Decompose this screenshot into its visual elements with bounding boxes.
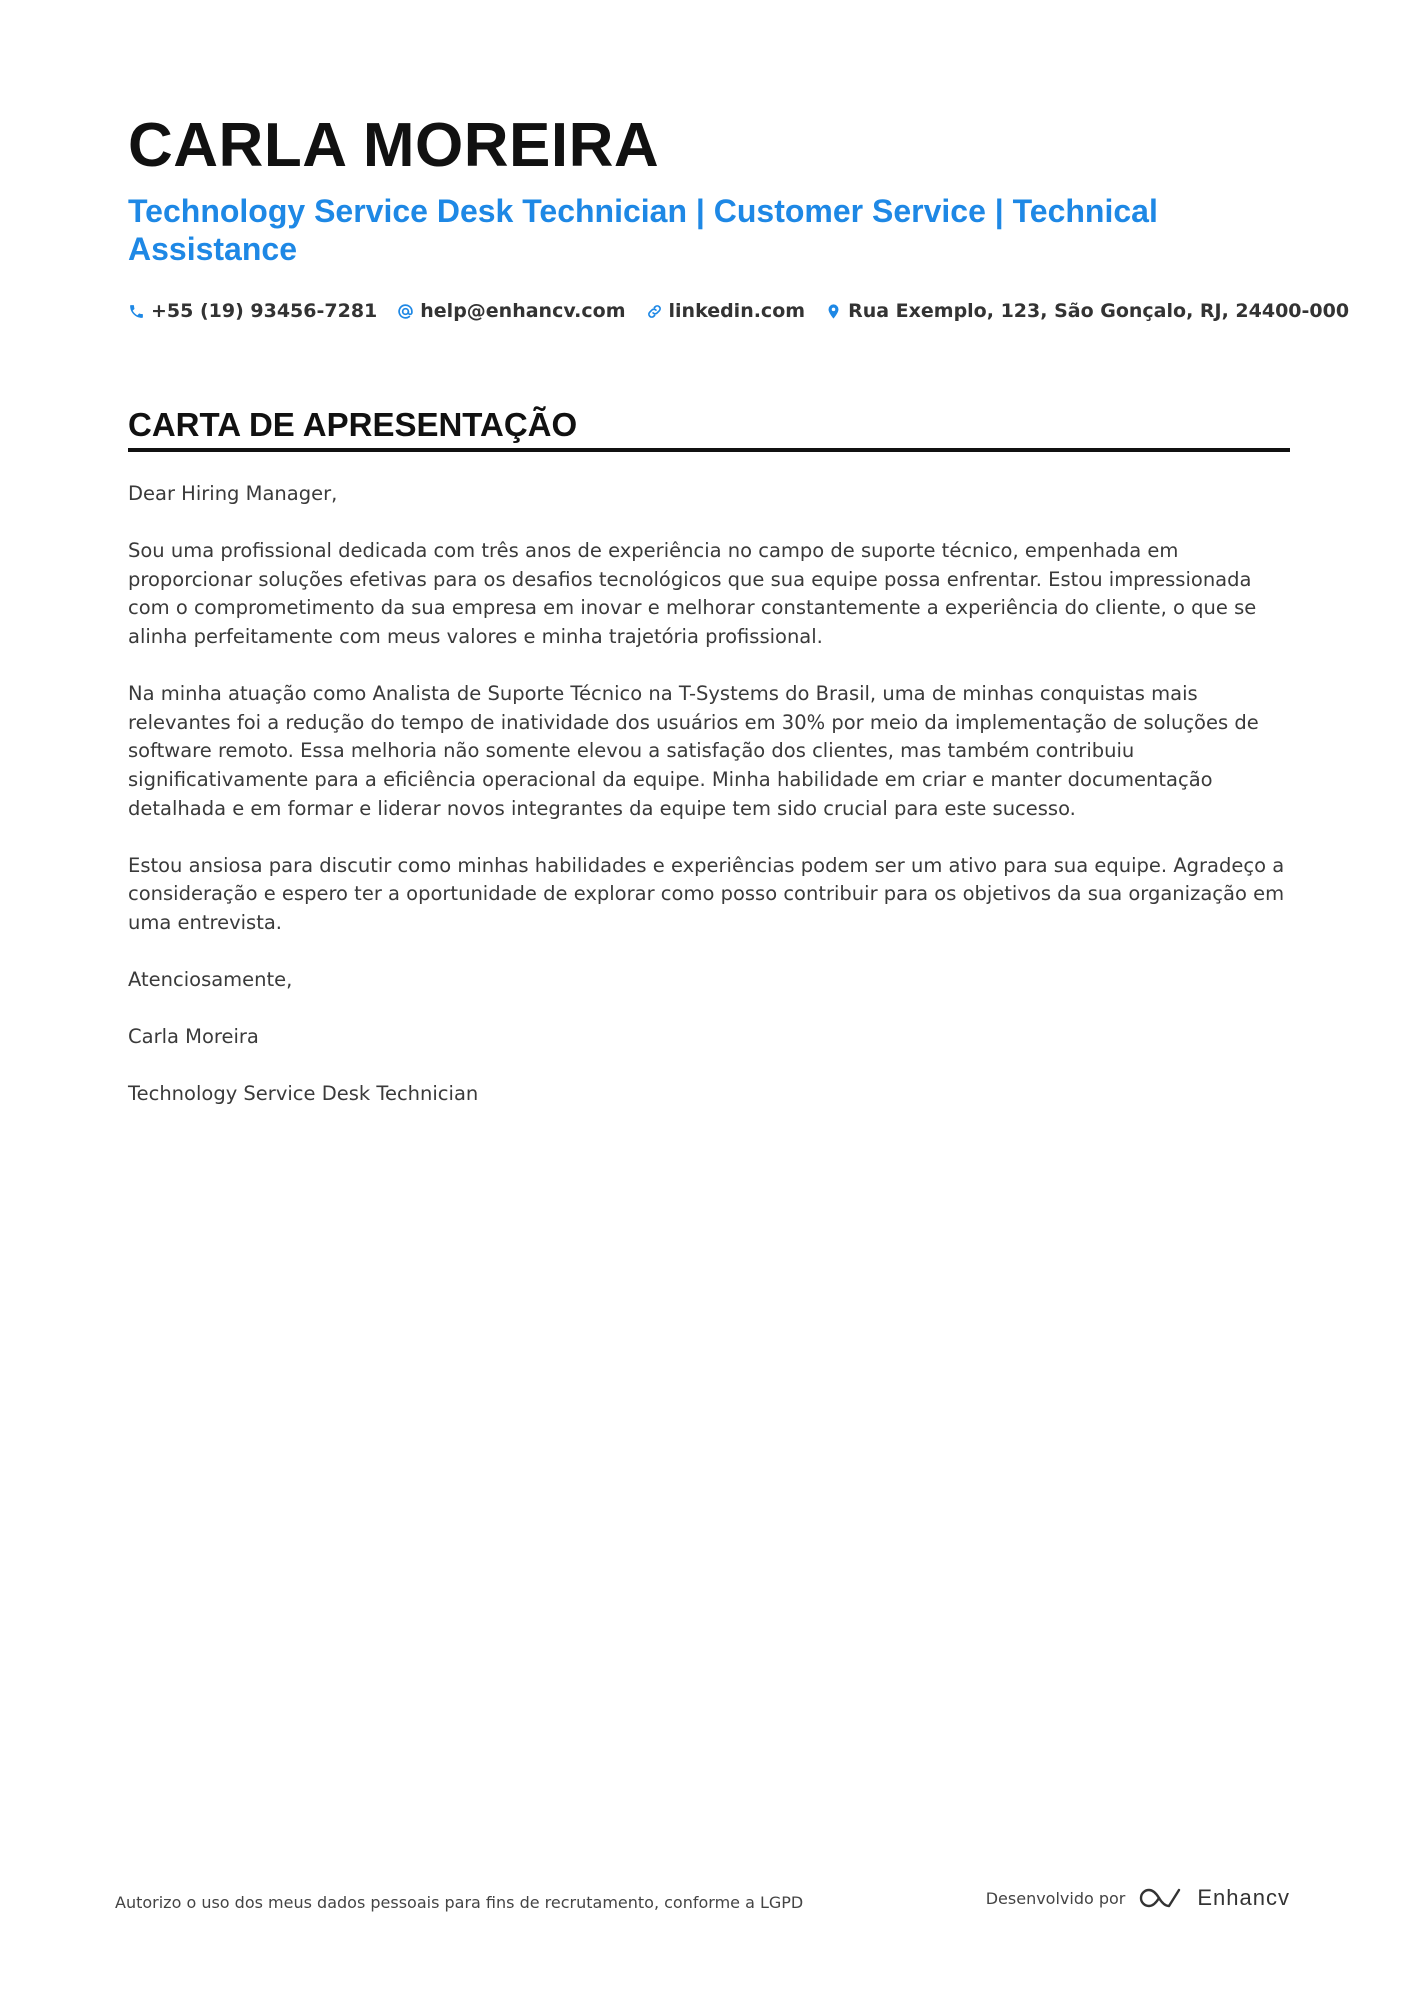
phone-text: +55 (19) 93456-7281 xyxy=(151,300,378,322)
at-icon xyxy=(397,303,414,320)
letter-closing: Atenciosamente, xyxy=(128,968,293,992)
contact-address xyxy=(825,300,1349,322)
candidate-name: CARLA MOREIRA xyxy=(128,111,660,180)
phone-icon xyxy=(128,303,145,320)
link-icon xyxy=(646,303,663,320)
letter-greeting: Dear Hiring Manager, xyxy=(128,482,338,505)
candidate-headline: Technology Service Desk Technician | Customer Service | Technical Assistance xyxy=(128,193,1158,267)
contact-linkedin[interactable] xyxy=(646,300,806,322)
contact-email[interactable] xyxy=(397,300,625,322)
letter-paragraph: Estou ansiosa para discutir como minhas habilidades e experiências podem ser um ativo para sua equipe. Agradeço a consideração e espero ter a oportunidade de explorar como posso contribuir para os objetivos da sua organização em uma entrevista. xyxy=(128,853,1285,934)
contact-bar xyxy=(128,300,1350,322)
cover-letter-section xyxy=(128,404,1290,1138)
section-title: CARTA DE APRESENTAÇÃO xyxy=(128,404,1290,452)
letter-paragraph: Sou uma profissional dedicada com três anos de experiência no campo de suporte técnico, empenhada em proporcionar soluções efetivas para os desafios tecnológicos que sua equipe possa enfrentar. Estou impressionada com o comprometimento da sua empresa em inovar e melhorar constantemente a experiência do cliente, o que se alinha perfeitamente com meus valores e minha trajetória profissional. xyxy=(128,539,1257,648)
brand-name[interactable]: Enhancv xyxy=(1197,1885,1290,1910)
signature-name: Carla Moreira xyxy=(128,1025,259,1049)
consent-notice: Autorizo o uso dos meus dados pessoais para fins de recrutamento, conforme a LGPD xyxy=(115,1893,804,1912)
linkedin-text[interactable]: linkedin.com xyxy=(668,300,806,322)
signature-title: Technology Service Desk Technician xyxy=(128,1082,479,1106)
address-text: Rua Exemplo, 123, São Gonçalo, RJ, 24400-000 xyxy=(848,300,1350,322)
powered-by xyxy=(986,1885,1290,1911)
brand[interactable] xyxy=(1137,1885,1290,1911)
letter-body xyxy=(128,480,1290,1109)
letter-paragraph: Na minha atuação como Analista de Suporte Técnico na T-Systems do Brasil, uma de minhas conquistas mais relevantes foi a redução do tempo de inatividade dos usuários em 30% por meio da implementação de soluções de software remoto. Essa melhoria não somente elevou a satisfação dos clientes, mas também contribuiu significativamente para a eficiência operacional da equipe. Minha habilidade em criar e manter documentação detalhada e em formar e liderar novos integrantes da equipe tem sido crucial para este sucesso. xyxy=(128,682,1259,820)
email-text[interactable]: help@enhancv.com xyxy=(420,300,626,322)
contact-phone xyxy=(128,300,377,322)
powered-by-text: Desenvolvido por xyxy=(985,1888,1126,1908)
location-pin-icon xyxy=(825,303,842,320)
enhancv-logo-icon xyxy=(1137,1886,1183,1910)
header xyxy=(128,108,1350,322)
